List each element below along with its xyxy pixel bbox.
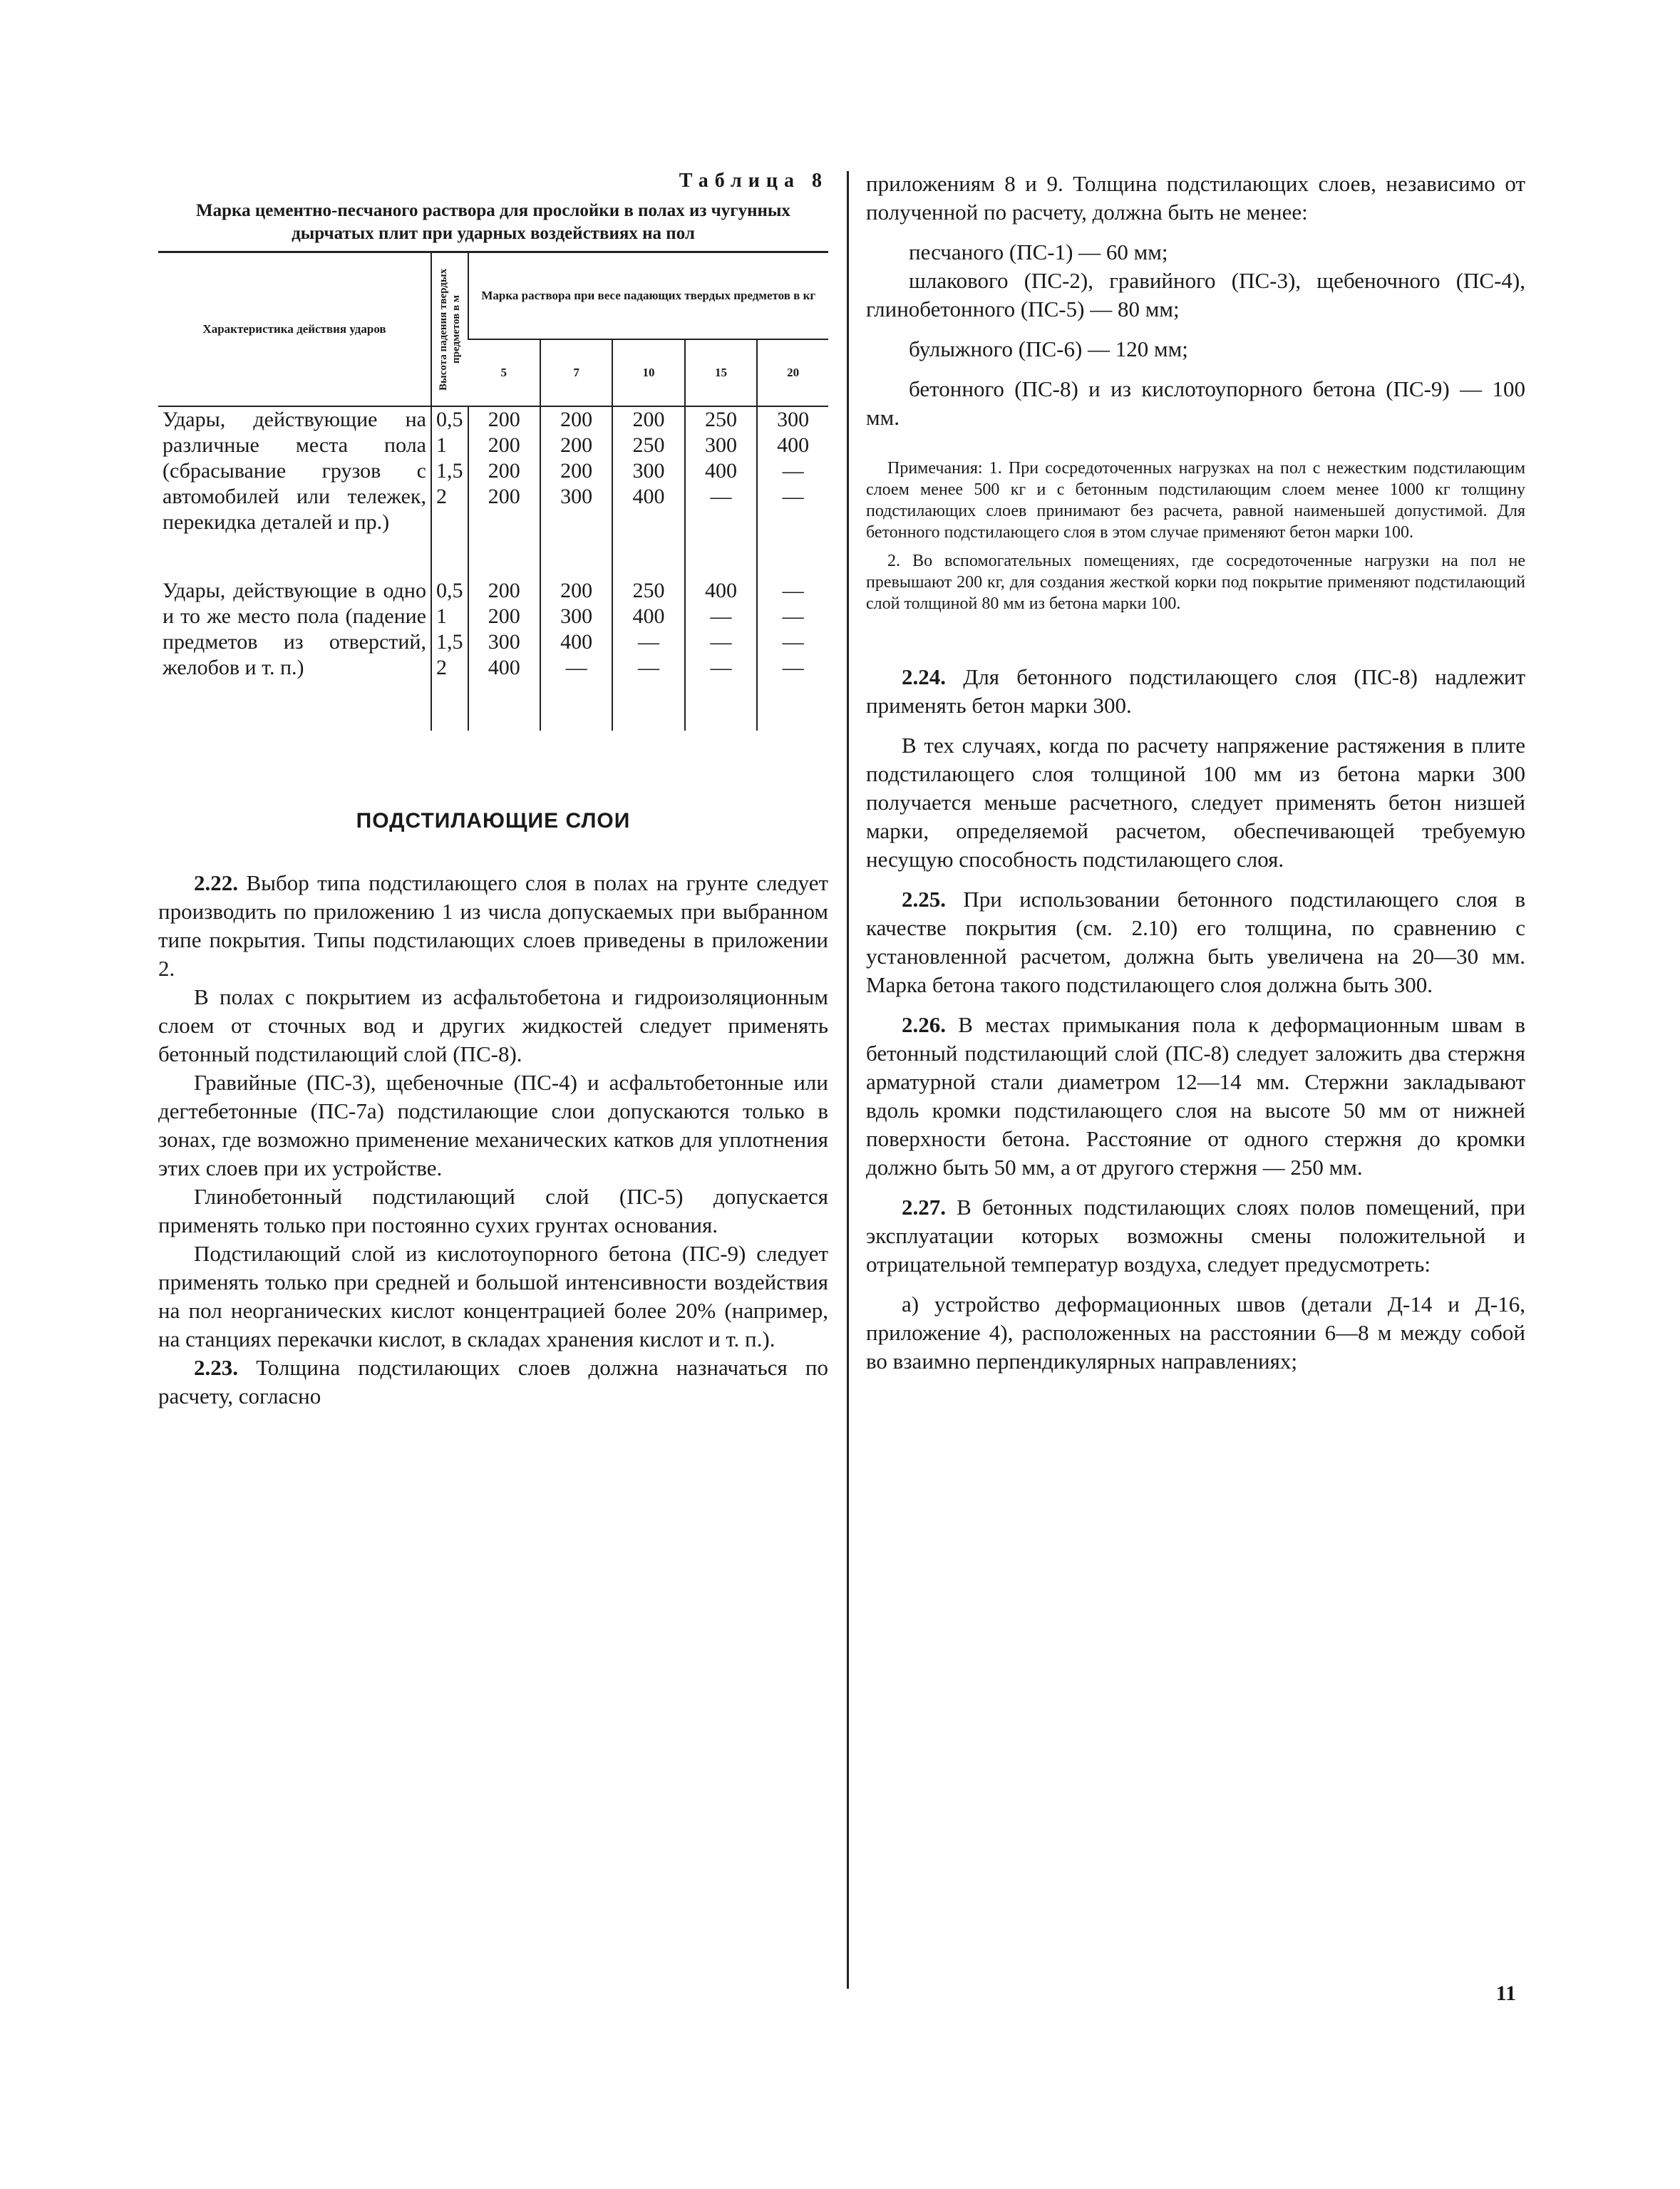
mark-value: 250: [632, 433, 665, 457]
clause-number: 2.24.: [902, 664, 946, 689]
height-value: 1,5: [436, 630, 463, 654]
left-column: [158, 170, 828, 1411]
impact-table: [158, 251, 828, 731]
paragraph-text: В бетонных подстилающих слоях полов помещений, при эксплуатации которых возможны смены положительной и отрицательной температур воздуха, следует предусмотреть:: [866, 1195, 1525, 1277]
paragraph-text: Выбор типа подстилающего слоя в полах на грунте следует производить по приложению 1 из числа допускаемых при выбранном типе покрытия. Типы подстилающих слоев приведены в приложении 2.: [158, 870, 829, 981]
page-number: 11: [1495, 1982, 1516, 2005]
mark-value: —: [782, 604, 804, 628]
mark-value: 200: [488, 579, 520, 602]
table-label: Таблица 8: [679, 170, 828, 192]
mark-value: —: [710, 630, 732, 654]
paragraph-text: Гравийные (ПС-3), щебеночные (ПС-4) и асфальтобетонные или дегтебетонные (ПС-7а) подстилающие слои допускаются только в зонах, где возможно применение механических катков для уплотнения этих слоев при их устройстве.: [158, 1070, 828, 1180]
header-mark: Марка раствора при весе падающих твердых предметов в кг: [468, 252, 829, 340]
mark-cell: [540, 535, 612, 731]
mark-value: —: [710, 656, 732, 679]
thickness-item: бетонного (ПС-8) и из кислотоупорного бетона (ПС-9) — 100 мм.: [866, 376, 1525, 430]
header-mass: 15: [685, 339, 757, 406]
mark-value: 300: [560, 604, 593, 628]
mark-value: 400: [632, 604, 665, 628]
clause-number: 2.26.: [902, 1012, 946, 1037]
paragraph-text: В местах примыкания пола к деформационным швам в бетонный подстилающий слой (ПС-8) следует заложить два стержня арматурной стали диаметром 12—14 мм. Стержни закладывают вдоль кромки подстилающего слоя на высоте 50 мм от нижней поверхности бетона. Расстояние от одного стержня до кромки должно быть 50 мм, а от другого стержня — 250 мм.: [866, 1012, 1526, 1180]
mark-value: 300: [777, 408, 810, 431]
mark-value: 250: [704, 408, 737, 431]
clause-number: 2.25.: [902, 887, 946, 912]
mark-cell: [612, 406, 684, 535]
mark-value: 200: [560, 459, 593, 483]
mark-value: 400: [560, 630, 593, 654]
height-value: 1: [436, 604, 447, 628]
height-cell: [431, 535, 468, 731]
right-column: [866, 170, 1525, 1376]
mark-value: 200: [560, 433, 593, 457]
clause-number: 2.22.: [194, 870, 238, 895]
mark-value: —: [638, 630, 660, 654]
mark-value: 300: [704, 433, 737, 457]
group-description: Удары, действующие на различные места пола (сбрасывание грузов с автомобилей или тележек, перекидка деталей и пр.): [163, 408, 426, 534]
height-value: 1: [436, 433, 447, 457]
header-mass: 5: [468, 339, 540, 406]
thickness-item: песчаного (ПС-1) — 60 мм;: [909, 239, 1168, 264]
mark-value: —: [782, 459, 804, 483]
thickness-item: булыжного (ПС-6) — 120 мм;: [909, 336, 1188, 361]
paragraph-2-24: [866, 663, 1525, 720]
mark-value: 200: [488, 485, 520, 508]
mark-value: 300: [560, 485, 593, 508]
mark-value: —: [710, 604, 732, 628]
paragraph-text: В тех случаях, когда по расчету напряжение растяжения в плите подстилающего слоя толщиной 100 мм из бетона марки 300 получается меньше расчетного, следует применять бетон низшей марки, определяемой расчетом, обеспечивающей требуемую несущую способность подстилающего слоя.: [866, 733, 1525, 872]
mark-value: —: [638, 656, 660, 679]
paragraph-2-22: [158, 869, 828, 983]
paragraph-text: приложениям 8 и 9. Толщина подстилающих слоев, независимо от полученной по расчету, должна быть не менее:: [866, 171, 1525, 225]
mark-value: —: [782, 630, 804, 654]
header-mass: 20: [757, 339, 828, 406]
mark-value: 400: [704, 459, 737, 483]
paragraph-2-27: [866, 1193, 1525, 1279]
mark-value: 200: [632, 408, 665, 431]
mark-value: —: [710, 485, 732, 508]
mark-value: —: [565, 656, 587, 679]
header-height-text: Высота падения твердых предметов в м: [437, 268, 462, 391]
paragraph-text: При использовании бетонного подстилающего слоя в качестве покрытия (см. 2.10) его толщина, по сравнению с установленной расчетом, должна быть увеличена на 20—30 мм. Марка бетона такого подстилающего слоя должна быть 300.: [866, 887, 1525, 997]
mark-value: 400: [777, 433, 810, 457]
paragraph-text: Глинобетонный подстилающий слой (ПС-5) допускается применять только при постоянно сухих грунтах основания.: [158, 1184, 828, 1237]
table-group: [158, 535, 828, 731]
height-value: 2: [436, 656, 447, 679]
mark-value: —: [782, 656, 804, 679]
mark-cell: [612, 535, 684, 731]
table-group: [158, 406, 828, 535]
notes-block: [866, 458, 1525, 614]
mark-value: 200: [560, 579, 593, 602]
note: 2. Во вспомогательных помещениях, где сосредоточенные нагрузки на пол не превышают 200 кг, для создания жесткой корки под покрытие применяют подстилающий слой толщиной 80 мм из бетона марки 100.: [866, 552, 1525, 613]
group-description: Удары, действующие в одно и то же место пола (падение предметов из отверстий, желобов и т. п.): [163, 579, 426, 679]
paragraph-text: Для бетонного подстилающего слоя (ПС-8) надлежит применять бетон марки 300.: [866, 664, 1525, 718]
header-characteristic: Характеристика действия ударов: [158, 252, 431, 407]
mark-value: 200: [488, 459, 520, 483]
paragraph-text: Подстилающий слой из кислотоупорного бетона (ПС-9) следует применять только при средней и большой интенсивности воздействия на пол неорганических кислот концентрацией более 20% (например, на станциях перекачки кислот, в складах хранения кислот и т. п.).: [158, 1241, 828, 1351]
mark-value: 400: [704, 579, 737, 602]
mark-value: 400: [488, 656, 520, 679]
column-divider: [847, 171, 849, 1989]
mark-value: 400: [632, 485, 665, 508]
mark-value: 300: [488, 630, 520, 654]
header-mass: 7: [540, 339, 612, 406]
header-mass: 10: [612, 339, 684, 406]
mark-cell: [757, 535, 828, 731]
mark-cell: [685, 406, 757, 535]
mark-value: 200: [488, 433, 520, 457]
mark-value: 200: [488, 408, 520, 431]
clause-number: 2.23.: [194, 1355, 238, 1380]
clause-number: 2.27.: [902, 1195, 946, 1220]
paragraph-text: В полах с покрытием из асфальтобетона и гидроизоляционным слоем от сточных вод и других жидкостей следует применять бетонный подстилающий слой (ПС-8).: [158, 984, 828, 1066]
paragraph-2-23: [158, 1354, 828, 1411]
thickness-item: шлакового (ПС-2), гравийного (ПС-3), щебеночного (ПС-4), глинобетонного (ПС-5) — 80 мм;: [866, 268, 1525, 321]
paragraph-2-25: [866, 885, 1525, 999]
mark-value: —: [782, 485, 804, 508]
mark-cell: [468, 406, 540, 535]
paragraph-text: а) устройство деформационных швов (детали Д-14 и Д-16, приложение 4), расположенных на расстоянии 6—8 м между собой во взаимно перпендикулярных направлениях;: [866, 1292, 1525, 1374]
height-value: 0,5: [436, 408, 463, 431]
mark-value: —: [782, 579, 804, 602]
height-value: 0,5: [436, 579, 463, 602]
mark-cell: [685, 535, 757, 731]
height-value: 2: [436, 485, 447, 508]
section-title: ПОДСТИЛАЮЩИЕ СЛОИ: [356, 809, 631, 833]
mark-cell: [468, 535, 540, 731]
height-cell: [431, 406, 468, 535]
paragraph-text: Толщина подстилающих слоев должна назначаться по расчету, согласно: [158, 1355, 829, 1408]
header-height: [431, 252, 468, 407]
mark-cell: [757, 406, 828, 535]
height-value: 1,5: [436, 459, 463, 483]
mark-value: 200: [488, 604, 520, 628]
paragraph-2-26: [866, 1011, 1525, 1182]
note: Примечания: 1. При сосредоточенных нагрузках на пол с нежестким подстилающим слоем менее 500 кг и с бетонным подстилающим слоем менее 1000 кг толщину подстилающих слоев принимают без расчета, равной наименьшей допустимой. Для бетонного подстилающего слоя в этом случае применяют бетон марки 100.: [866, 459, 1525, 542]
mark-value: 300: [632, 459, 665, 483]
mark-value: 200: [560, 408, 593, 431]
table-caption: Марка цементно-песчаного раствора для прослойки в полах из чугунных дырчатых плит при ударных воздействиях на пол: [196, 201, 790, 243]
mark-value: 250: [632, 579, 665, 602]
mark-cell: [540, 406, 612, 535]
